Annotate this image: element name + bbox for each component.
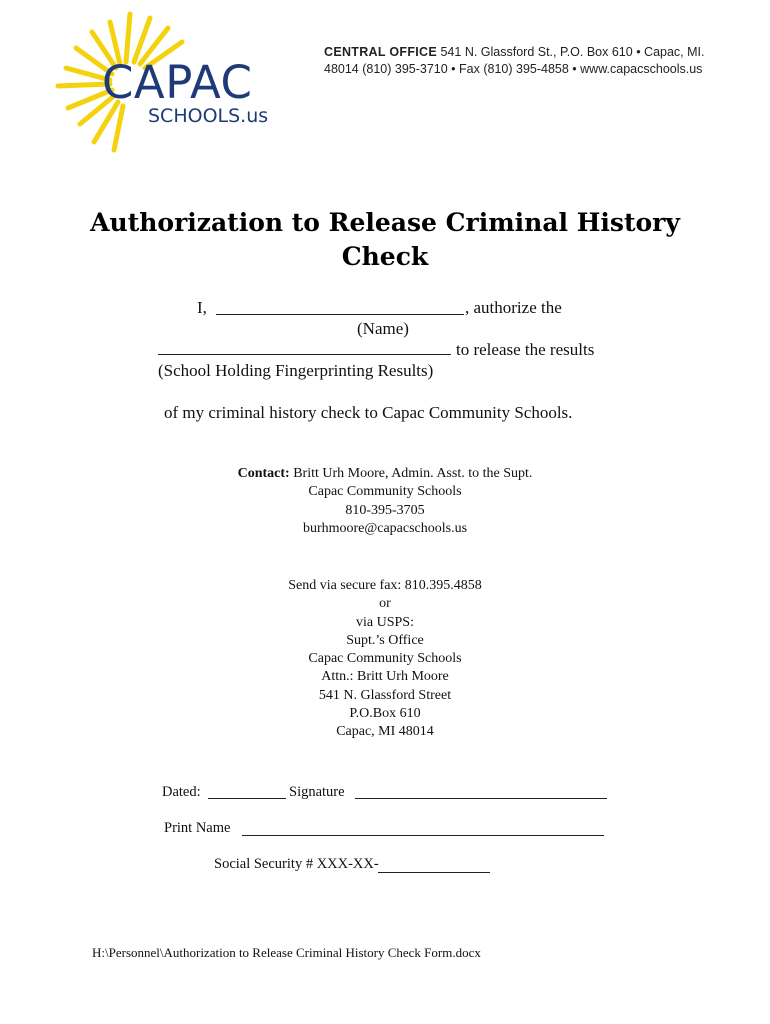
ssn-field[interactable] xyxy=(378,872,490,873)
name-caption: (Name) xyxy=(357,319,409,338)
dated-label: Dated: xyxy=(162,784,201,800)
logo-text-main: CAPAC xyxy=(102,56,253,109)
title-line-1: Authorization to Release Criminal History xyxy=(90,208,680,237)
logo-text-sub: SCHOOLS.us xyxy=(148,105,269,127)
send-street: 541 N. Glassford Street xyxy=(318,687,452,703)
school-suffix: to release the results xyxy=(456,340,595,359)
send-fax: Send via secure fax: 810.395.4858 xyxy=(288,578,482,593)
send-usps: via USPS: xyxy=(356,614,414,630)
document-title xyxy=(90,206,680,274)
contact-block xyxy=(0,465,770,538)
date-field[interactable] xyxy=(208,798,286,799)
ssn-label: Social Security # XXX-XX- xyxy=(214,856,379,872)
contact-phone: 810-395-3705 xyxy=(345,502,425,518)
capac-schools-logo xyxy=(52,10,292,160)
contact-line xyxy=(0,465,770,483)
send-or: or xyxy=(379,596,391,612)
contact-org: Capac Community Schools xyxy=(308,484,462,500)
print-name-label: Print Name xyxy=(164,820,231,836)
contact-name: Britt Urh Moore, Admin. Asst. to the Supt. xyxy=(293,466,533,481)
sun-logo-icon xyxy=(52,10,292,160)
signature-field[interactable] xyxy=(355,798,607,799)
name-prefix: I, xyxy=(197,298,207,317)
print-name-field[interactable] xyxy=(242,835,604,836)
central-office-label: CENTRAL OFFICE xyxy=(324,45,437,59)
send-attn: Attn.: Britt Urh Moore xyxy=(321,669,449,685)
authorization-statement: of my criminal history check to Capac Community Schools. xyxy=(164,403,573,422)
contact-email: burhmoore@capacschools.us xyxy=(302,520,468,536)
name-suffix: , authorize the xyxy=(465,298,562,317)
title-line-2: Check xyxy=(341,242,429,271)
address-line-1-rest: 541 N. Glassford St., P.O. Box 610 • Capac, MI. xyxy=(440,45,705,59)
school-caption: (School Holding Fingerprinting Results) xyxy=(158,361,434,380)
send-org: Capac Community Schools xyxy=(308,651,462,667)
name-field[interactable] xyxy=(216,314,464,315)
send-instructions xyxy=(0,577,770,742)
send-office: Supt.’s Office xyxy=(346,632,424,648)
school-field[interactable] xyxy=(158,354,451,355)
file-path-footer: H:\Personnel\Authorization to Release Criminal History Check Form.docx xyxy=(92,945,481,960)
send-city: Capac, MI 48014 xyxy=(336,724,434,740)
address-line-2: 48014 (810) 395-3710 • Fax (810) 395-4858 • www.capacschools.us xyxy=(324,62,703,76)
signature-label: Signature xyxy=(289,784,345,800)
central-office-address xyxy=(324,44,744,78)
send-pobox: P.O.Box 610 xyxy=(349,706,421,722)
contact-label: Contact: xyxy=(237,466,290,481)
address-line-1 xyxy=(324,44,744,61)
